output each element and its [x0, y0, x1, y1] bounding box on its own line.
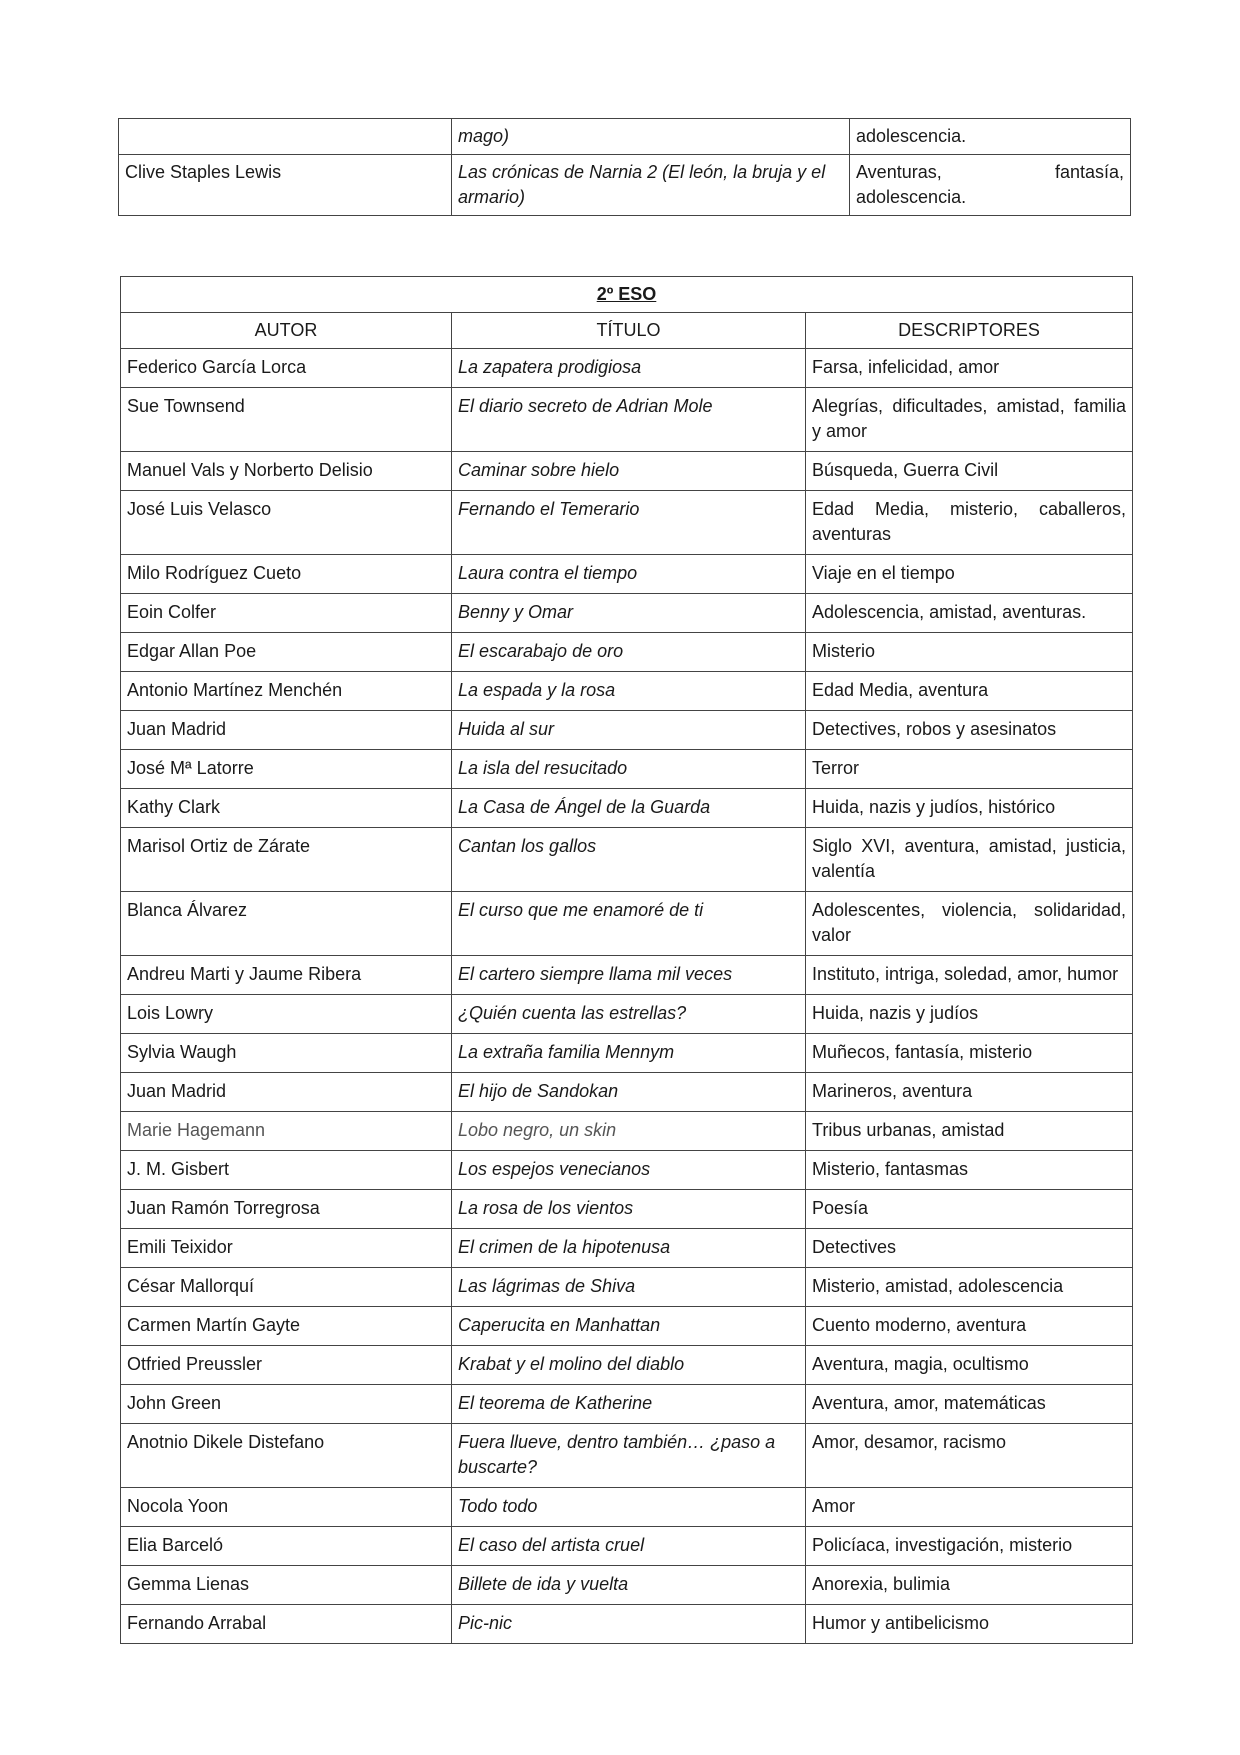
author-cell: José Luis Velasco	[121, 491, 452, 555]
header-descriptors: DESCRIPTORES	[806, 313, 1133, 349]
table-row	[121, 1605, 1133, 1644]
descriptors-cell: Aventura, magia, ocultismo	[806, 1346, 1133, 1385]
table-row	[121, 1034, 1133, 1073]
title-cell: La isla del resucitado	[452, 750, 806, 789]
table-row	[121, 1385, 1133, 1424]
title-cell: Las crónicas de Narnia 2 (El león, la bruja y el armario)	[452, 155, 850, 216]
table-row	[121, 452, 1133, 491]
title-cell: Lobo negro, un skin	[452, 1112, 806, 1151]
table-row	[121, 1424, 1133, 1488]
author-cell: Juan Madrid	[121, 1073, 452, 1112]
title-cell: La espada y la rosa	[452, 672, 806, 711]
table-row	[121, 828, 1133, 892]
author-cell: Emili Teixidor	[121, 1229, 452, 1268]
table-row	[119, 155, 1131, 216]
author-cell: Otfried Preussler	[121, 1346, 452, 1385]
descriptors-cell: Terror	[806, 750, 1133, 789]
author-cell: José Mª Latorre	[121, 750, 452, 789]
author-cell: Antonio Martínez Menchén	[121, 672, 452, 711]
table-row	[121, 1527, 1133, 1566]
title-cell: Billete de ida y vuelta	[452, 1566, 806, 1605]
continued-reading-table	[118, 118, 1131, 216]
author-cell: Gemma Lienas	[121, 1566, 452, 1605]
title-cell: El curso que me enamoré de ti	[452, 892, 806, 956]
descriptors-cell: Viaje en el tiempo	[806, 555, 1133, 594]
table-body	[121, 349, 1133, 1644]
table-row	[121, 1229, 1133, 1268]
descriptors-cell: Detectives	[806, 1229, 1133, 1268]
author-cell: Sylvia Waugh	[121, 1034, 452, 1073]
title-cell: El crimen de la hipotenusa	[452, 1229, 806, 1268]
table-caption: 2º ESO	[121, 277, 1133, 313]
table-row	[121, 995, 1133, 1034]
title-cell: La extraña familia Mennym	[452, 1034, 806, 1073]
author-cell: Kathy Clark	[121, 789, 452, 828]
author-cell: Clive Staples Lewis	[119, 155, 452, 216]
author-cell: César Mallorquí	[121, 1268, 452, 1307]
title-cell: mago)	[452, 119, 850, 155]
table-row	[121, 1488, 1133, 1527]
descriptors-cell: Policíaca, investigación, misterio	[806, 1527, 1133, 1566]
title-cell: Los espejos venecianos	[452, 1151, 806, 1190]
author-cell: Manuel Vals y Norberto Delisio	[121, 452, 452, 491]
descriptors-cell: Aventuras, fantasía, adolescencia.	[850, 155, 1131, 216]
title-cell: El hijo de Sandokan	[452, 1073, 806, 1112]
title-cell: El cartero siempre llama mil veces	[452, 956, 806, 995]
descriptors-cell: Búsqueda, Guerra Civil	[806, 452, 1133, 491]
header-title: TÍTULO	[452, 313, 806, 349]
descriptors-cell: Humor y antibelicismo	[806, 1605, 1133, 1644]
title-cell: La Casa de Ángel de la Guarda	[452, 789, 806, 828]
descriptors-cell: Edad Media, misterio, caballeros, aventuras	[806, 491, 1133, 555]
header-author: AUTOR	[121, 313, 452, 349]
descriptors-cell: Huida, nazis y judíos, histórico	[806, 789, 1133, 828]
author-cell: Eoin Colfer	[121, 594, 452, 633]
title-cell: La zapatera prodigiosa	[452, 349, 806, 388]
table-row	[121, 1073, 1133, 1112]
table-row	[121, 349, 1133, 388]
author-cell: Fernando Arrabal	[121, 1605, 452, 1644]
title-cell: Cantan los gallos	[452, 828, 806, 892]
table-header-row	[121, 313, 1133, 349]
title-cell: El diario secreto de Adrian Mole	[452, 388, 806, 452]
table-row	[121, 1268, 1133, 1307]
descriptors-cell: Alegrías, dificultades, amistad, familia y amor	[806, 388, 1133, 452]
title-cell: La rosa de los vientos	[452, 1190, 806, 1229]
title-cell: Todo todo	[452, 1488, 806, 1527]
author-cell: Andreu Marti y Jaume Ribera	[121, 956, 452, 995]
author-cell: Marisol Ortiz de Zárate	[121, 828, 452, 892]
table-row	[121, 1190, 1133, 1229]
table-row	[121, 711, 1133, 750]
title-cell: ¿Quién cuenta las estrellas?	[452, 995, 806, 1034]
descriptors-cell: Muñecos, fantasía, misterio	[806, 1034, 1133, 1073]
descriptors-cell: Adolescentes, violencia, solidaridad, valor	[806, 892, 1133, 956]
descriptors-cell: Aventura, amor, matemáticas	[806, 1385, 1133, 1424]
author-cell: Anotnio Dikele Distefano	[121, 1424, 452, 1488]
descriptors-cell: Amor, desamor, racismo	[806, 1424, 1133, 1488]
title-cell: Krabat y el molino del diablo	[452, 1346, 806, 1385]
descriptors-cell: Adolescencia, amistad, aventuras.	[806, 594, 1133, 633]
reading-list-table-2eso	[120, 276, 1133, 1644]
table-row	[121, 594, 1133, 633]
table-row	[119, 119, 1131, 155]
author-cell: Milo Rodríguez Cueto	[121, 555, 452, 594]
descriptors-cell: Misterio	[806, 633, 1133, 672]
author-cell: Blanca Álvarez	[121, 892, 452, 956]
descriptors-cell: Detectives, robos y asesinatos	[806, 711, 1133, 750]
author-cell: Lois Lowry	[121, 995, 452, 1034]
descriptors-cell: Poesía	[806, 1190, 1133, 1229]
author-cell: Sue Townsend	[121, 388, 452, 452]
descriptors-cell: Edad Media, aventura	[806, 672, 1133, 711]
descriptors-cell: Misterio, amistad, adolescencia	[806, 1268, 1133, 1307]
author-cell: Elia Barceló	[121, 1527, 452, 1566]
author-cell: Juan Ramón Torregrosa	[121, 1190, 452, 1229]
title-cell: Huida al sur	[452, 711, 806, 750]
table-row	[121, 491, 1133, 555]
title-cell: Fernando el Temerario	[452, 491, 806, 555]
author-cell: Marie Hagemann	[121, 1112, 452, 1151]
title-cell: El teorema de Katherine	[452, 1385, 806, 1424]
author-cell	[119, 119, 452, 155]
table-row	[121, 555, 1133, 594]
title-cell: Caminar sobre hielo	[452, 452, 806, 491]
descriptors-cell: Misterio, fantasmas	[806, 1151, 1133, 1190]
descriptors-cell: Instituto, intriga, soledad, amor, humor	[806, 956, 1133, 995]
table-row	[121, 1346, 1133, 1385]
descriptors-cell: adolescencia.	[850, 119, 1131, 155]
descriptors-cell: Anorexia, bulimia	[806, 1566, 1133, 1605]
author-cell: Carmen Martín Gayte	[121, 1307, 452, 1346]
descriptors-cell: Farsa, infelicidad, amor	[806, 349, 1133, 388]
title-cell: Las lágrimas de Shiva	[452, 1268, 806, 1307]
title-cell: Caperucita en Manhattan	[452, 1307, 806, 1346]
author-cell: Federico García Lorca	[121, 349, 452, 388]
table-row	[121, 789, 1133, 828]
title-cell: Benny y Omar	[452, 594, 806, 633]
table-row	[121, 750, 1133, 789]
author-cell: Edgar Allan Poe	[121, 633, 452, 672]
table-row	[121, 1151, 1133, 1190]
descriptors-cell: Marineros, aventura	[806, 1073, 1133, 1112]
table-row	[121, 388, 1133, 452]
author-cell: Juan Madrid	[121, 711, 452, 750]
title-cell: Pic-nic	[452, 1605, 806, 1644]
descriptors-cell: Siglo XVI, aventura, amistad, justicia, valentía	[806, 828, 1133, 892]
author-cell: J. M. Gisbert	[121, 1151, 452, 1190]
title-cell: El caso del artista cruel	[452, 1527, 806, 1566]
table-row	[121, 672, 1133, 711]
descriptors-cell: Amor	[806, 1488, 1133, 1527]
table-row	[121, 1566, 1133, 1605]
table-row	[121, 892, 1133, 956]
descriptors-cell: Cuento moderno, aventura	[806, 1307, 1133, 1346]
table-caption-row	[121, 277, 1133, 313]
author-cell: Nocola Yoon	[121, 1488, 452, 1527]
title-cell: Laura contra el tiempo	[452, 555, 806, 594]
table-row	[121, 1307, 1133, 1346]
table-row	[121, 1112, 1133, 1151]
descriptors-cell: Huida, nazis y judíos	[806, 995, 1133, 1034]
table-row	[121, 956, 1133, 995]
author-cell: John Green	[121, 1385, 452, 1424]
title-cell: El escarabajo de oro	[452, 633, 806, 672]
table-row	[121, 633, 1133, 672]
continued-table-body	[119, 119, 1131, 216]
title-cell: Fuera llueve, dentro también… ¿paso a buscarte?	[452, 1424, 806, 1488]
descriptors-cell: Tribus urbanas, amistad	[806, 1112, 1133, 1151]
